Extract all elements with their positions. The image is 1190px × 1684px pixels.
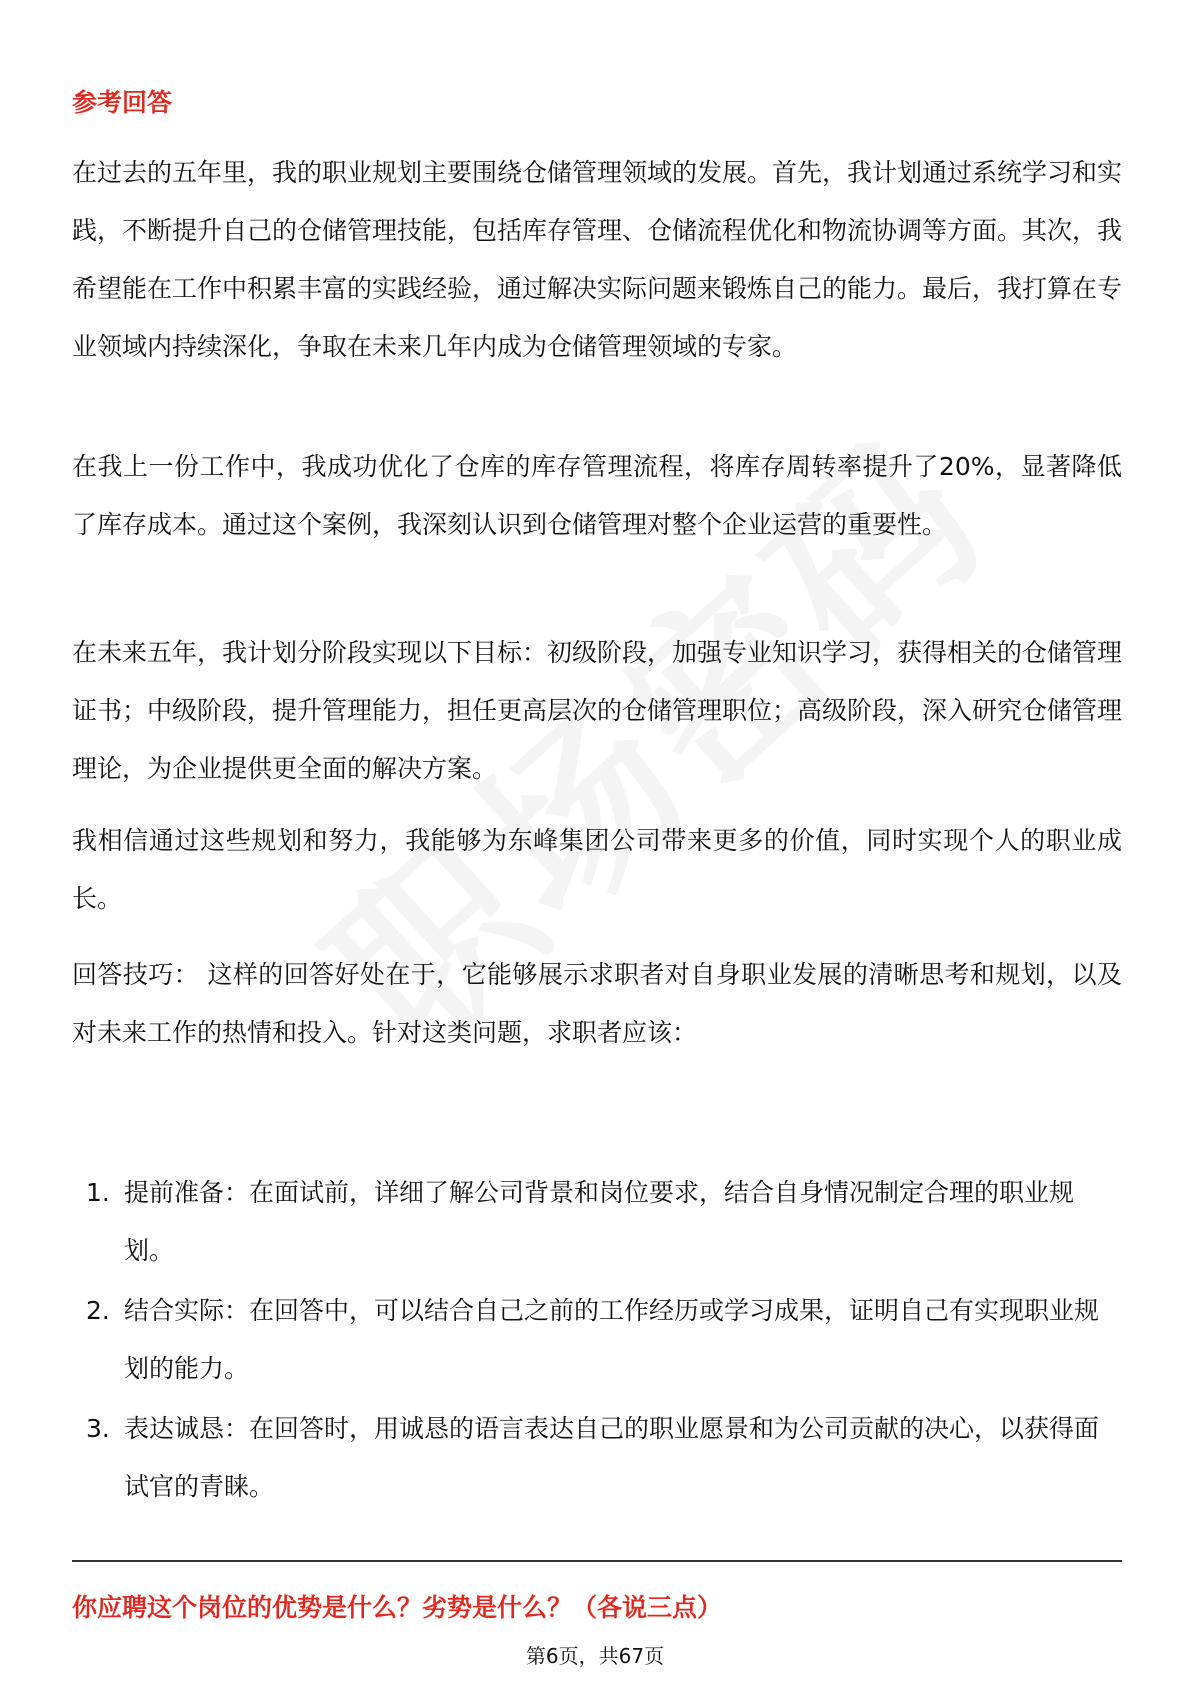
- tip-number: 2.: [86, 1296, 110, 1325]
- answer-paragraph-4: 我相信通过这些规划和努力，我能够为东峰集团公司带来更多的价值，同时实现个人的职业成长。: [72, 826, 1122, 913]
- tip-text: 结合实际：在回答中，可以结合自己之前的工作经历或学习成果，证明自己有实现职业规划的能力。: [124, 1296, 1100, 1383]
- page-number: 第6页，共67页: [525, 1644, 665, 1668]
- tip-text: 表达诚恳：在回答时，用诚恳的语言表达自己的职业愿景和为公司贡献的决心，以获得面试官的青睐。: [124, 1414, 1100, 1501]
- section-divider: [72, 1560, 1122, 1562]
- answer-paragraph-1: 在过去的五年里，我的职业规划主要围绕仓储管理领域的发展。首先，我计划通过系统学习和实践，不断提升自己的仓储管理技能，包括库存管理、仓储流程优化和物流协调等方面。其次，我希望能在工作中积累丰富的实践经验，通过解决实际问题来锻炼自己的能力。最后，我打算在专业领域内持续深化，争取在未来几年内成为仓储管理领域的专家。: [72, 158, 1123, 361]
- tip-number: 1.: [86, 1178, 110, 1207]
- answer-heading: 参考回答: [72, 88, 173, 117]
- answer-paragraph-2: 在我上一份工作中，我成功优化了仓库的库存管理流程，将库存周转率提升了20%，显著降低了库存成本。通过这个案例，我深刻认识到仓储管理对整个企业运营的重要性。: [72, 452, 1122, 539]
- next-question-heading: 你应聘这个岗位的优势是什么？劣势是什么？（各说三点）: [72, 1593, 723, 1622]
- answer-tips-intro: 回答技巧： 这样的回答好处在于，它能够展示求职者对自身职业发展的清晰思考和规划，以及对未来工作的热情和投入。针对这类问题，求职者应该：: [72, 960, 1122, 1047]
- tip-item-2: [72, 1282, 1122, 1398]
- tip-number: 3.: [86, 1414, 110, 1443]
- tips-list: [72, 1164, 1122, 1518]
- tip-item-3: [72, 1400, 1122, 1516]
- tip-item-1: [72, 1164, 1122, 1280]
- tip-text: 提前准备：在面试前，详细了解公司背景和岗位要求，结合自身情况制定合理的职业规划。: [124, 1178, 1075, 1265]
- answer-paragraph-3: 在未来五年，我计划分阶段实现以下目标：初级阶段，加强专业知识学习，获得相关的仓储管理证书；中级阶段，提升管理能力，担任更高层次的仓储管理职位；高级阶段，深入研究仓储管理理论，为企业提供更全面的解决方案。: [72, 638, 1123, 783]
